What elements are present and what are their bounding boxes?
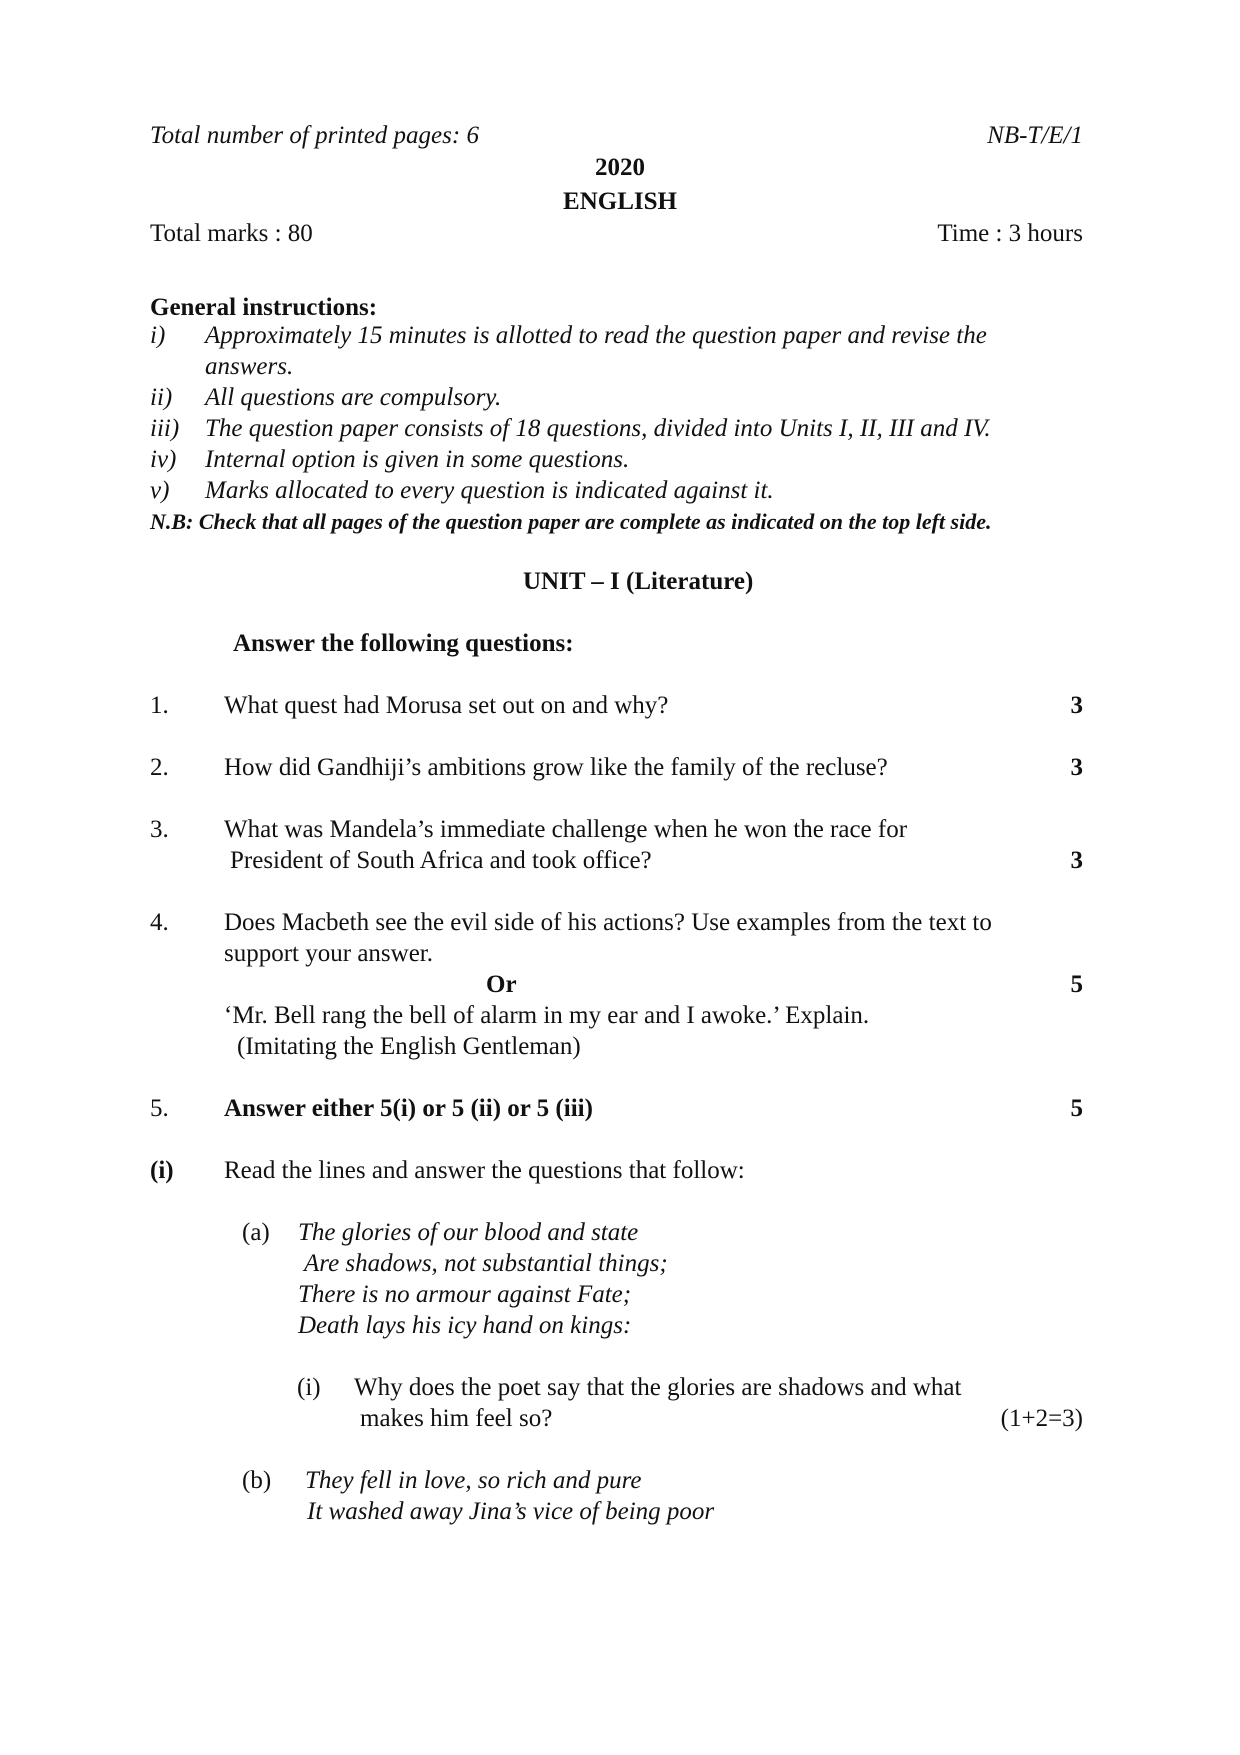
- poem-a-line-3: There is no armour against Fate;: [298, 1281, 632, 1308]
- instruction-text-5: Marks allocated to every question is indicated against it.: [205, 477, 774, 504]
- poem-b-label: (b): [242, 1467, 272, 1494]
- question-4-or: Or: [486, 971, 517, 998]
- exam-time: Time : 3 hours: [937, 220, 1083, 247]
- instruction-num-5: v): [150, 477, 170, 504]
- question-4-number: 4.: [150, 909, 169, 936]
- question-4-text-line-2: support your answer.: [224, 940, 433, 967]
- question-5-number: 5.: [150, 1095, 169, 1122]
- question-5-marks: 5: [1070, 1095, 1083, 1122]
- section-i-text: Read the lines and answer the questions that follow:: [224, 1157, 745, 1184]
- instruction-text-1: Approximately 15 minutes is allotted to read the question paper and revise the: [205, 322, 987, 349]
- printed-pages-note: Total number of printed pages: 6: [150, 122, 479, 149]
- subquestion-i-line-2: makes him feel so?: [360, 1405, 553, 1432]
- poem-a-label: (a): [242, 1219, 270, 1246]
- unit-subtitle: Answer the following questions:: [233, 630, 574, 657]
- exam-year: 2020: [595, 154, 645, 181]
- instruction-text-4: Internal option is given in some questions.: [205, 446, 630, 473]
- question-4-text-line-1: Does Macbeth see the evil side of his actions? Use examples from the text to: [224, 909, 992, 936]
- instruction-text-1-cont: answers.: [205, 353, 294, 380]
- question-3-marks: 3: [1070, 847, 1083, 874]
- question-2-marks: 3: [1070, 754, 1083, 781]
- question-1-text: What quest had Morusa set out on and why?: [224, 692, 669, 719]
- total-marks: Total marks : 80: [150, 220, 313, 247]
- subquestion-i-line-1: Why does the poet say that the glories are shadows and what: [354, 1374, 962, 1401]
- question-2-text: How did Gandhiji’s ambitions grow like the family of the recluse?: [224, 754, 888, 781]
- instruction-text-3: The question paper consists of 18 questions, divided into Units I, II, III and IV.: [205, 415, 991, 442]
- question-1-marks: 3: [1070, 692, 1083, 719]
- question-3-text-line-2: President of South Africa and took office?: [230, 847, 652, 874]
- question-2-number: 2.: [150, 754, 169, 781]
- question-5-text: Answer either 5(i) or 5 (ii) or 5 (iii): [224, 1095, 593, 1122]
- paper-code: NB-T/E/1: [987, 122, 1083, 149]
- instruction-text-2: All questions are compulsory.: [205, 384, 502, 411]
- instructions-title: General instructions:: [150, 294, 378, 321]
- question-3-text-line-1: What was Mandela’s immediate challenge when he won the race for: [224, 816, 908, 843]
- instruction-num-1: i): [150, 322, 166, 349]
- section-i-number: (i): [150, 1157, 174, 1184]
- poem-b-line-1: They fell in love, so rich and pure: [305, 1467, 642, 1494]
- question-4-alt-line-1: ‘Mr. Bell rang the bell of alarm in my ear and I awoke.’ Explain.: [224, 1002, 870, 1029]
- subquestion-i-marks: (1+2=3): [1000, 1405, 1083, 1432]
- instruction-num-4: iv): [150, 446, 177, 473]
- question-4-marks: 5: [1070, 971, 1083, 998]
- question-1-number: 1.: [150, 692, 169, 719]
- nb-note: N.B: Check that all pages of the question paper are complete as indicated on the top left side.: [150, 509, 992, 534]
- instruction-num-2: ii): [150, 384, 173, 411]
- poem-a-line-2: Are shadows, not substantial things;: [304, 1250, 668, 1277]
- instruction-num-3: iii): [150, 415, 180, 442]
- subquestion-i-label: (i): [297, 1374, 321, 1401]
- question-4-alt-line-2: (Imitating the English Gentleman): [237, 1033, 581, 1060]
- poem-b-line-2: It washed away Jina’s vice of being poor: [307, 1498, 715, 1525]
- poem-a-line-1: The glories of our blood and state: [298, 1219, 639, 1246]
- exam-subject: ENGLISH: [563, 188, 677, 215]
- poem-a-line-4: Death lays his icy hand on kings:: [298, 1312, 632, 1339]
- unit-title: UNIT – I (Literature): [523, 568, 754, 595]
- question-3-number: 3.: [150, 816, 169, 843]
